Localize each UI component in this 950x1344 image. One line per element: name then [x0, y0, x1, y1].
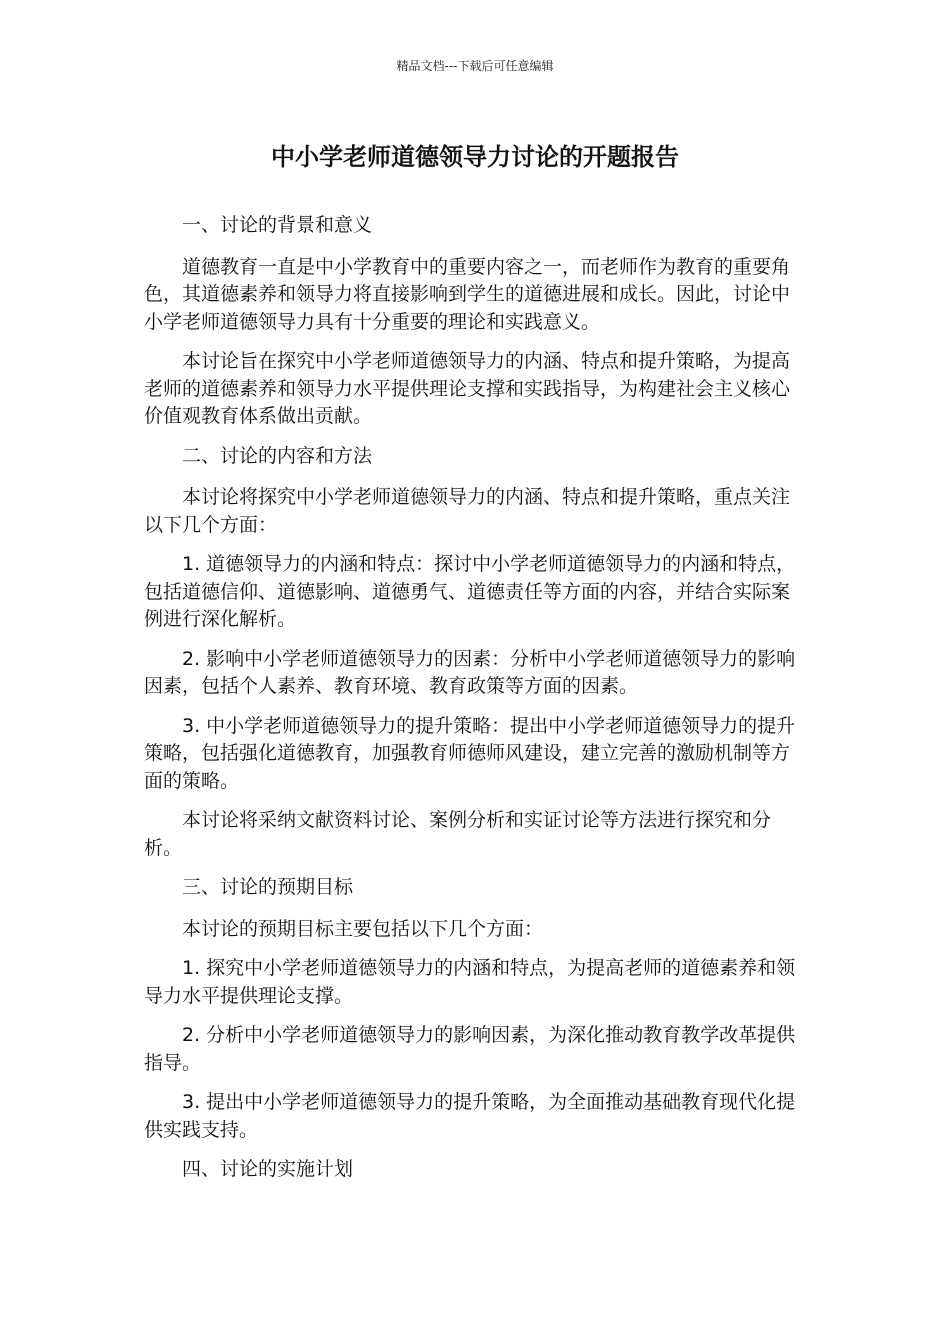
document-title: 中小学老师道德领导力讨论的开题报告	[271, 143, 679, 171]
list-item-content-1: 1. 道德领导力的内涵和特点：探讨中小学老师道德领导力的内涵和特点，包括道德信仰、道德影响、道德勇气、道德责任等方面的内容，并结合实际案例进行深化解析。	[144, 553, 796, 630]
document-body	[144, 212, 800, 1198]
paragraph-method: 本讨论将采纳文献资料讨论、案例分析和实证讨论等方法进行探究和分析。	[144, 809, 772, 859]
list-item-goal-2: 2. 分析中小学老师道德领导力的影响因素，为深化推动教育教学改革提供指导。	[144, 1024, 796, 1074]
paragraph-background-1: 道德教育一直是中小学教育中的重要内容之一，而老师作为教育的重要角色，其道德素养和领导力将直接影响到学生的道德进展和成长。因此，讨论中小学老师道德领导力具有十分重要的理论和实践意义。	[144, 255, 791, 333]
page-header: 精品文档---下载后可任意编辑	[396, 59, 554, 73]
paragraph-goals-intro: 本讨论的预期目标主要包括以下几个方面：	[182, 917, 544, 940]
list-item-content-2: 2. 影响中小学老师道德领导力的因素：分析中小学老师道德领导力的影响因素，包括个人素养、教育环境、教育政策等方面的因素。	[144, 647, 796, 697]
section-heading-plan: 四、讨论的实施计划	[182, 1158, 354, 1180]
list-item-content-3: 3. 中小学老师道德领导力的提升策略：提出中小学老师道德领导力的提升策略，包括强化道德教育，加强教育师德师风建设，建立完善的激励机制等方面的策略。	[144, 714, 796, 792]
list-item-goal-3: 3. 提出中小学老师道德领导力的提升策略，为全面推动基础教育现代化提供实践支持。	[144, 1091, 796, 1141]
list-item-goal-1: 1. 探究中小学老师道德领导力的内涵和特点，为提高老师的道德素养和领导力水平提供理论支撑。	[144, 957, 796, 1007]
section-heading-goals: 三、讨论的预期目标	[182, 876, 354, 898]
section-heading-background: 一、讨论的背景和意义	[182, 214, 373, 236]
paragraph-content-intro: 本讨论将探究中小学老师道德领导力的内涵、特点和提升策略，重点关注以下几个方面：	[144, 486, 791, 536]
section-heading-content-method: 二、讨论的内容和方法	[182, 444, 373, 467]
paragraph-background-2: 本讨论旨在探究中小学老师道德领导力的内涵、特点和提升策略，为提高老师的道德素养和领导力水平提供理论支撑和实践指导，为构建社会主义核心价值观教育体系做出贡献。	[144, 350, 791, 427]
